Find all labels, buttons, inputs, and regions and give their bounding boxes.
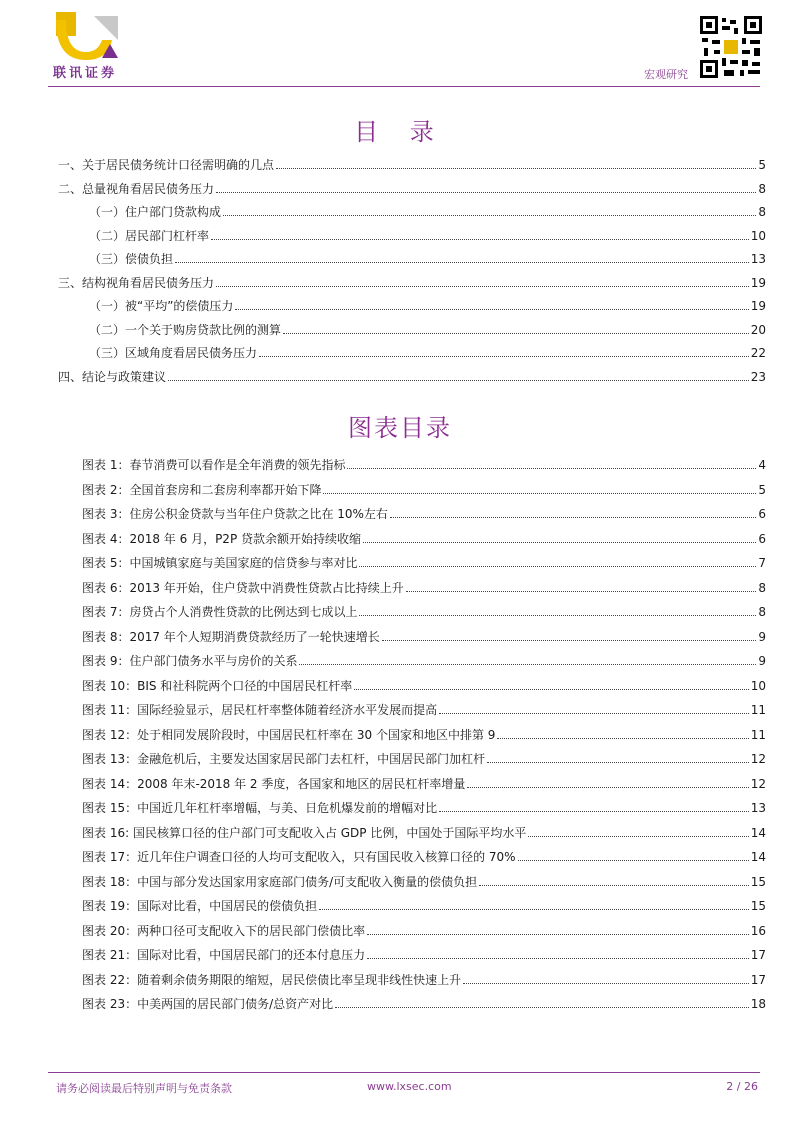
- page-number: 2 / 26: [726, 1080, 758, 1093]
- figure-item[interactable]: [82, 775, 766, 800]
- leader-dots: [518, 859, 749, 861]
- figure-item-page: 16: [750, 923, 766, 938]
- figure-item-page: 4: [758, 458, 766, 472]
- toc-item-page: 13: [750, 252, 766, 266]
- leader-dots: [323, 492, 756, 494]
- figure-item[interactable]: [82, 824, 766, 849]
- leader-dots: [487, 761, 749, 763]
- figure-item-label: 图表 12：处于相同发展阶段时，中国居民杠杆率在 30 个国家和地区中排第 9: [82, 727, 496, 742]
- figure-item-label: 图表 5：中国城镇家庭与美国家庭的信贷参与率对比: [82, 556, 358, 570]
- figure-item-page: 12: [750, 776, 766, 791]
- toc-item-3[interactable]: [58, 274, 766, 298]
- figure-item-label: 图表 21：国际对比看，中国居民部门的还本付息压力: [82, 948, 366, 962]
- figure-item[interactable]: [82, 481, 766, 506]
- toc-item-2[interactable]: [58, 180, 766, 204]
- leader-dots: [276, 167, 756, 169]
- figure-item-label: 图表 13：金融危机后，主要发达国家居民部门去杠杆，中国居民部门加杠杆: [82, 752, 486, 766]
- toc-item-label: 三、结构视角看居民债务压力: [58, 275, 215, 290]
- figure-item-label: 图表 9：住户部门债务水平与房价的关系: [82, 654, 298, 668]
- disclaimer-link[interactable]: 请务必阅读最后特别声明与免责条款: [56, 1082, 232, 1095]
- figure-item[interactable]: [82, 922, 766, 947]
- figure-item-label: 图表 14：2008 年末-2018 年 2 季度，各国家和地区的居民杠杆率增量: [82, 776, 466, 791]
- toc-item-1[interactable]: [58, 156, 766, 180]
- figure-item-label: 图表 15：中国近几年杠杆率增幅，与美、日危机爆发前的增幅对比: [82, 801, 438, 815]
- figure-item-label: 图表 22：随着剩余债务期限的缩短，居民偿债比率呈现非线性快速上升: [82, 972, 462, 987]
- figure-item-label: 图表 11：国际经验显示，居民杠杆率整体随着经济水平发展而提高: [82, 703, 438, 717]
- toc-item-label: （一）住户部门贷款构成: [89, 205, 222, 219]
- figure-item-page: 8: [758, 580, 766, 595]
- toc-item-page: 23: [750, 369, 766, 384]
- figure-item-label: 图表 4：2018 年 6 月，P2P 贷款余额开始持续收缩: [82, 531, 361, 546]
- leader-dots: [439, 712, 749, 714]
- figure-item-label: 图表 18：中国与部分发达国家用家庭部门债务/可支配收入衡量的偿债负担: [82, 874, 478, 889]
- leader-dots: [335, 1006, 749, 1008]
- toc-item-page: 19: [750, 299, 766, 313]
- figure-item[interactable]: [82, 603, 766, 628]
- figure-item-page: 8: [758, 605, 766, 619]
- brand-name: 联讯证券: [53, 66, 118, 81]
- leader-dots: [367, 933, 749, 935]
- toc-title: 目 录: [354, 118, 446, 146]
- figure-item-page: 6: [758, 531, 766, 546]
- figure-item-label: 图表 7：房贷占个人消费性贷款的比例达到七成以上: [82, 605, 358, 619]
- figure-item-label: 图表 6：2013 年开始，住户贷款中消费性贷款占比持续上升: [82, 580, 404, 595]
- figure-item[interactable]: [82, 505, 766, 530]
- report-section: 宏观研究: [644, 68, 688, 81]
- toc-item-2-1[interactable]: [58, 203, 766, 227]
- figure-item-label: 图表 16: 国民核算口径的住户部门可支配收入占 GDP 比例，中国处于国际平均水平: [82, 825, 527, 840]
- footer-divider: [48, 1072, 760, 1073]
- leader-dots: [467, 786, 748, 788]
- figure-item-label: 图表 23：中美两国的居民部门债务/总资产对比: [82, 997, 334, 1011]
- leader-dots: [299, 663, 756, 665]
- figure-item[interactable]: [82, 750, 766, 775]
- leader-dots: [223, 214, 756, 216]
- figure-item-label: 图表 1：春节消费可以看作是全年消费的领先指标: [82, 458, 346, 472]
- toc-item-label: （三）区域角度看居民债务压力: [89, 346, 258, 360]
- figure-item-page: 6: [758, 507, 766, 521]
- figure-item-page: 17: [750, 972, 766, 987]
- toc-item-label: （二）居民部门杠杆率: [89, 228, 210, 243]
- figure-item-page: 17: [750, 948, 766, 962]
- figure-item-page: 13: [750, 801, 766, 815]
- figure-item[interactable]: [82, 701, 766, 726]
- leader-dots: [390, 516, 756, 518]
- leader-dots: [354, 688, 748, 690]
- toc-list: [58, 156, 766, 391]
- toc-item-label: （二）一个关于购房贷款比例的测算: [89, 322, 282, 337]
- figure-item[interactable]: [82, 652, 766, 677]
- toc-item-page: 8: [758, 205, 766, 219]
- figure-item-page: 15: [750, 874, 766, 889]
- figure-item[interactable]: [82, 995, 766, 1020]
- figure-item[interactable]: [82, 530, 766, 555]
- leader-dots: [528, 835, 748, 837]
- figure-item-label: 图表 19：国际对比看，中国居民的偿债负担: [82, 899, 318, 913]
- figure-item[interactable]: [82, 971, 766, 996]
- page-header: [0, 0, 800, 90]
- toc-item-4[interactable]: [58, 368, 766, 392]
- toc-item-3-1[interactable]: [58, 297, 766, 321]
- toc-item-page: 8: [758, 181, 766, 196]
- toc-item-2-3[interactable]: [58, 250, 766, 274]
- toc-item-3-3[interactable]: [58, 344, 766, 368]
- figure-item[interactable]: [82, 456, 766, 481]
- figure-item[interactable]: [82, 946, 766, 971]
- toc-item-label: （一）被“平均”的偿债压力: [89, 299, 234, 313]
- figure-item-page: 9: [758, 629, 766, 644]
- toc-item-label: 二、总量视角看居民债务压力: [58, 181, 215, 196]
- leader-dots: [463, 982, 749, 984]
- leader-dots: [439, 810, 749, 812]
- toc-item-page: 19: [750, 275, 766, 290]
- toc-item-page: 20: [750, 322, 766, 337]
- figure-item[interactable]: [82, 628, 766, 653]
- leader-dots: [216, 191, 756, 193]
- figure-item-label: 图表 17：近几年住户调查口径的人均可支配收入，只有国民收入核算口径的 70%: [82, 850, 516, 864]
- figure-item-label: 图表 10：BIS 和社科院两个口径的中国居民杠杆率: [82, 678, 353, 693]
- toc-item-label: 四、结论与政策建议: [58, 369, 167, 384]
- leader-dots: [168, 379, 749, 381]
- figure-item[interactable]: [82, 726, 766, 751]
- figure-item[interactable]: [82, 897, 766, 922]
- leader-dots: [359, 565, 756, 567]
- figure-item-page: 5: [758, 482, 766, 497]
- header-divider: [48, 86, 760, 87]
- leader-dots: [406, 590, 757, 592]
- figures-title: 图表目录: [348, 414, 452, 442]
- leader-dots: [382, 639, 757, 641]
- figure-item-label: 图表 20：两种口径可支配收入下的居民部门偿债比率: [82, 923, 366, 938]
- leader-dots: [367, 957, 749, 959]
- leader-dots: [259, 355, 749, 357]
- leader-dots: [497, 737, 748, 739]
- leader-dots: [211, 238, 749, 240]
- figure-item-page: 15: [750, 899, 766, 913]
- figure-item-page: 18: [750, 997, 766, 1011]
- toc-item-3-2[interactable]: [58, 321, 766, 345]
- leader-dots: [363, 541, 756, 543]
- figure-item-label: 图表 8：2017 年个人短期消费贷款经历了一轮快速增长: [82, 629, 380, 644]
- figure-item-page: 10: [750, 678, 766, 693]
- leader-dots: [216, 285, 749, 287]
- leader-dots: [347, 467, 756, 469]
- toc-item-page: 22: [750, 346, 766, 360]
- figure-item[interactable]: [82, 579, 766, 604]
- toc-item-page: 10: [750, 228, 766, 243]
- figure-item-page: 7: [758, 556, 766, 570]
- toc-item-label: （三）偿债负担: [89, 252, 174, 266]
- figures-list: [82, 456, 766, 1020]
- figure-item[interactable]: [82, 554, 766, 579]
- figure-item-page: 14: [750, 825, 766, 840]
- toc-item-page: 5: [758, 158, 766, 172]
- figure-item[interactable]: [82, 677, 766, 702]
- leader-dots: [319, 908, 749, 910]
- website-link[interactable]: www.lxsec.com: [367, 1080, 452, 1093]
- figure-item-page: 9: [758, 654, 766, 668]
- leader-dots: [235, 308, 748, 310]
- figure-item[interactable]: [82, 848, 766, 873]
- figure-item[interactable]: [82, 873, 766, 898]
- leader-dots: [283, 332, 749, 334]
- figure-item-page: 14: [750, 850, 766, 864]
- toc-item-2-2[interactable]: [58, 227, 766, 251]
- figure-item-label: 图表 3：住房公积金贷款与当年住户贷款之比在 10%左右: [82, 507, 388, 521]
- figure-item-page: 11: [750, 703, 766, 717]
- figure-item-label: 图表 2：全国首套房和二套房利率都开始下降: [82, 482, 322, 497]
- toc-item-label: 一、关于居民债务统计口径需明确的几点: [58, 158, 275, 172]
- leader-dots: [359, 614, 756, 616]
- figure-item[interactable]: [82, 799, 766, 824]
- figure-item-page: 11: [750, 727, 766, 742]
- leader-dots: [479, 884, 749, 886]
- qr-code-icon: [698, 14, 764, 80]
- figure-item-page: 12: [750, 752, 766, 766]
- leader-dots: [175, 261, 749, 263]
